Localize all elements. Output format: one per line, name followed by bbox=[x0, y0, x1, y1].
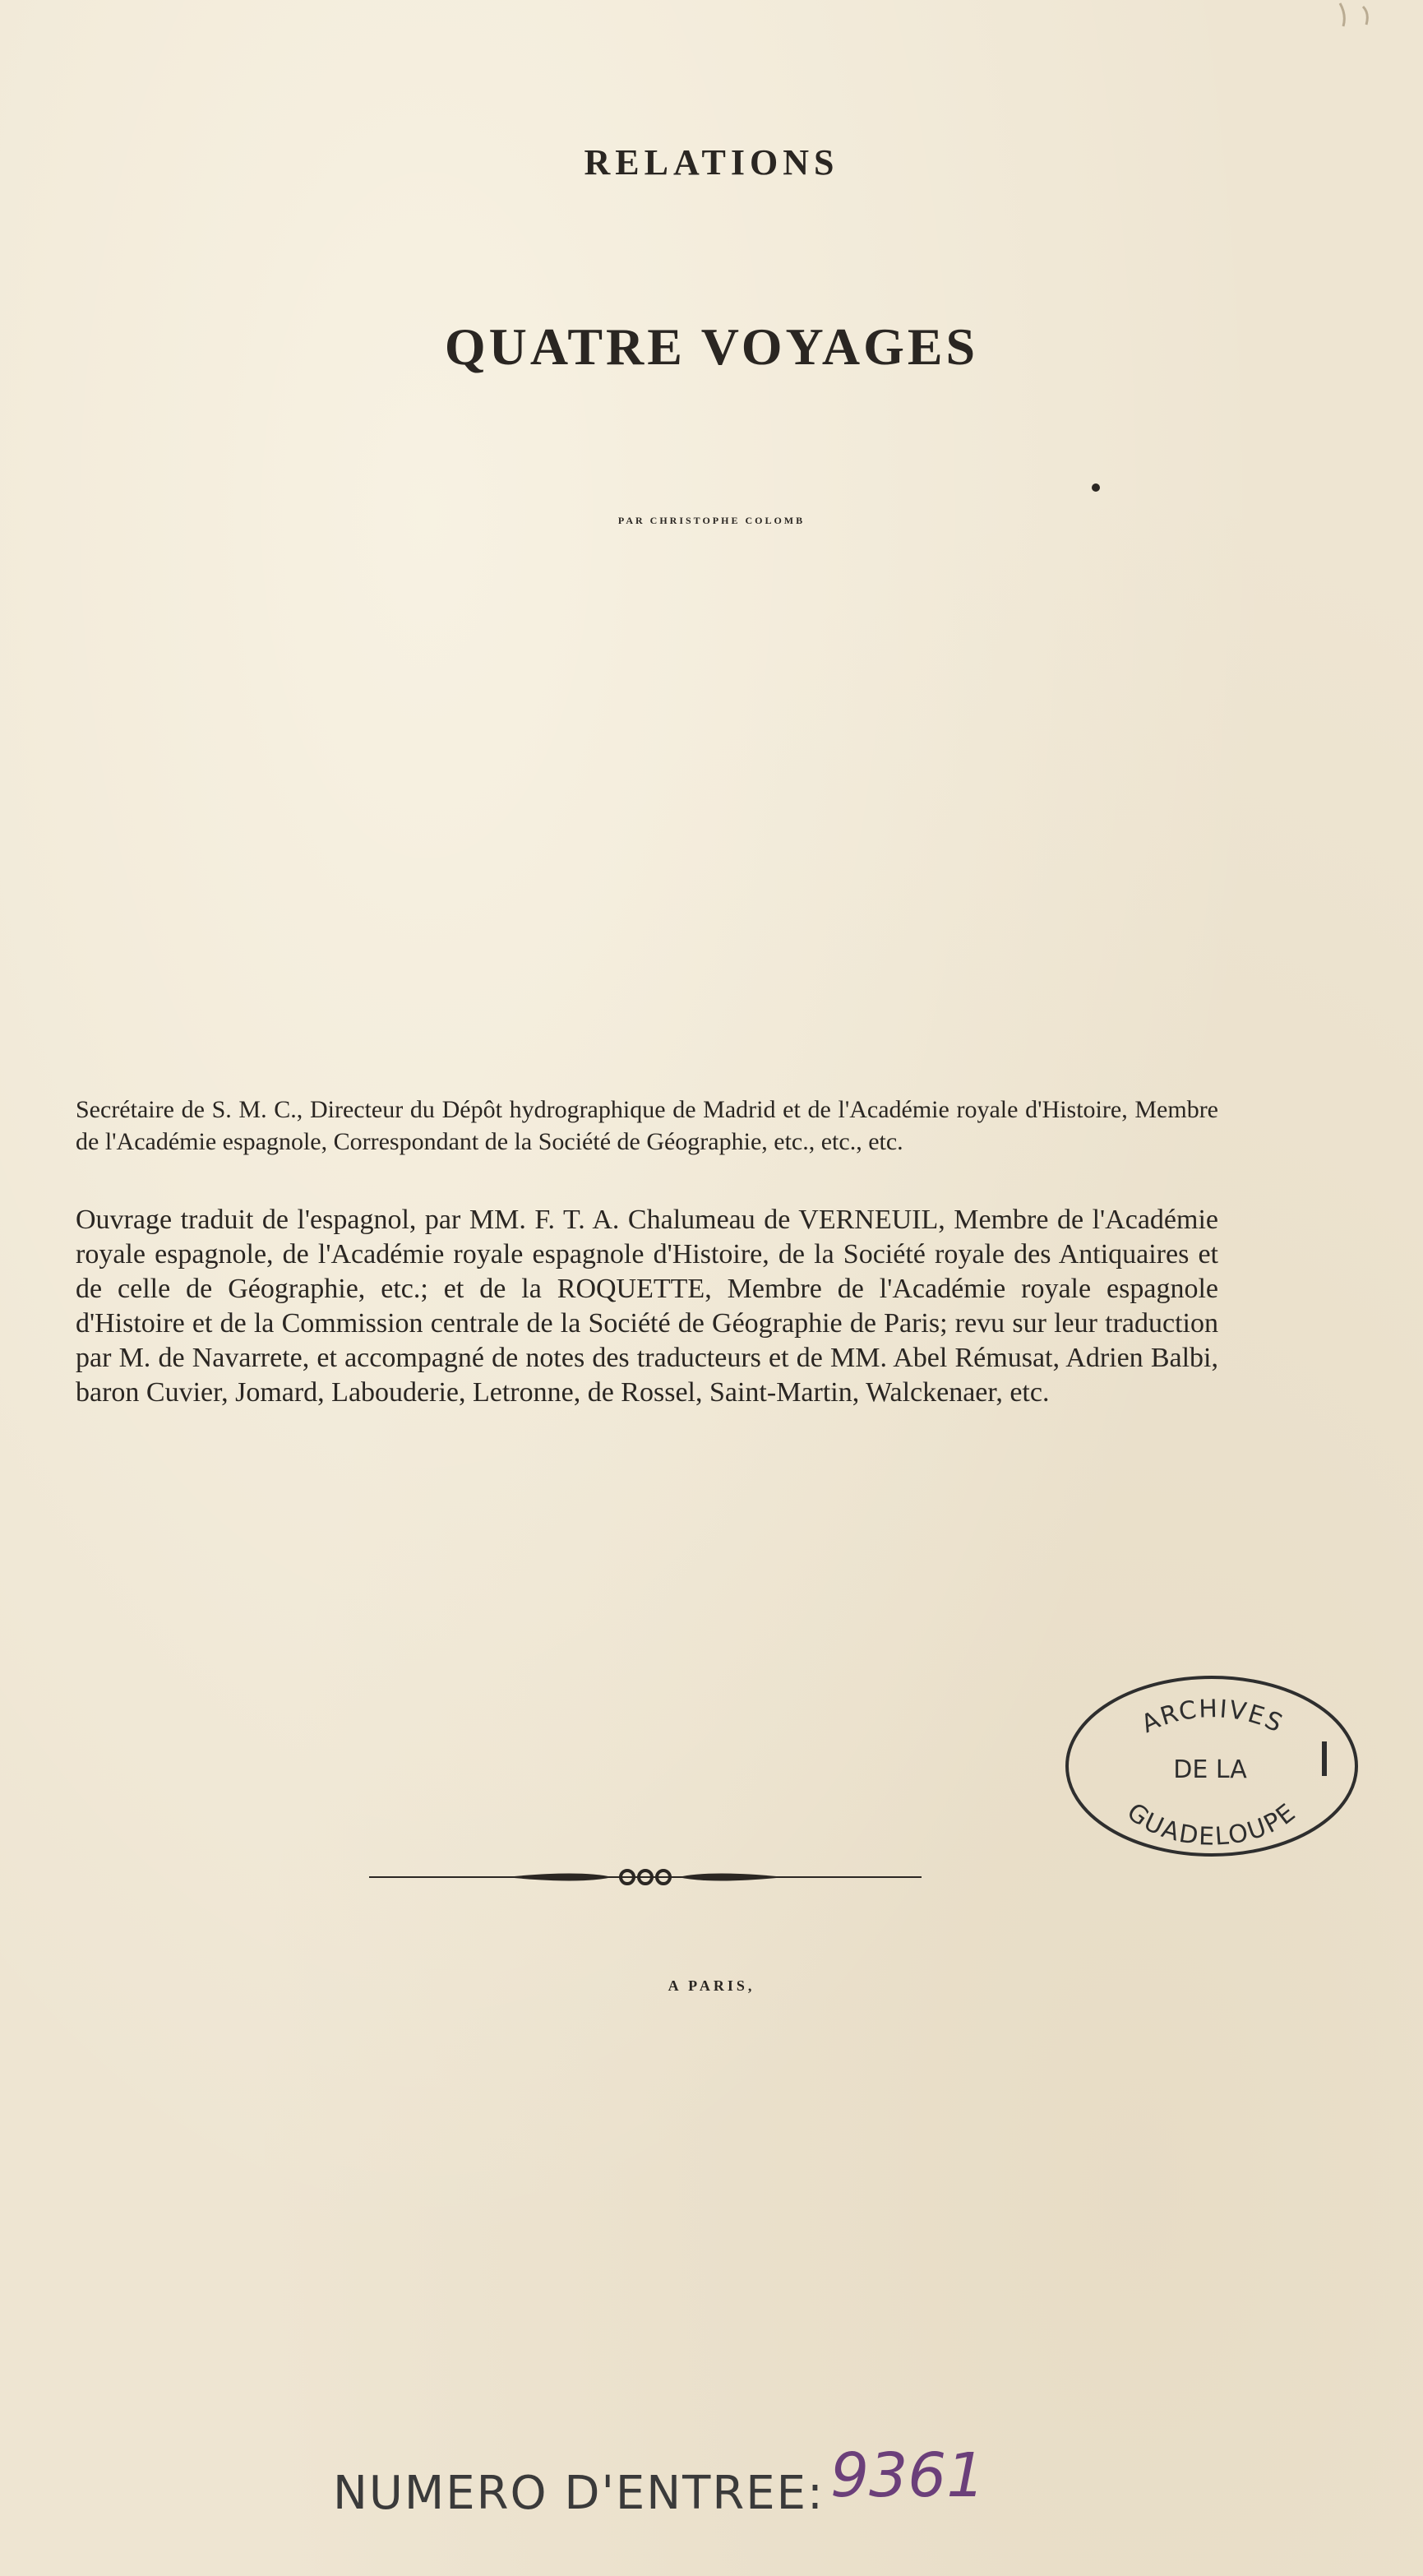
author-titles-paragraph: Secrétaire de S. M. C., Directeur du Dépôt hydrographique de Madrid et de l'Académie royale d'Histoire, Membre de l'Académie espagnole, Correspondant de la Société de Géographie, etc., etc., etc. bbox=[76, 1096, 1218, 1155]
title-quatre-voyages: QUATRE VOYAGES bbox=[444, 317, 979, 376]
title-par-colomb: PAR CHRISTOPHE COLOMB bbox=[617, 515, 806, 526]
ink-dot bbox=[1092, 483, 1100, 492]
entry-number-value: 9361 bbox=[830, 2440, 986, 2511]
stamp-line-1: ARCHIVES bbox=[1137, 1695, 1288, 1740]
stamp-line-3: GUADELOUPE bbox=[1121, 1797, 1302, 1852]
imprint-city: A PARIS, bbox=[668, 1977, 755, 1994]
ornamental-rule bbox=[366, 1865, 925, 1889]
entry-number-label: NUMERO D'ENTREE: bbox=[333, 2467, 825, 2520]
translators-paragraph: Ouvrage traduit de l'espagnol, par MM. F. T. A. Chalumeau de VERNEUIL, Membre de l'Académie royale espagnole, de l'Académie royale espagnole d'Histoire, de la Société royale des Antiquaires et de celle de Géographie, etc.; et de la ROQUETTE, Membre de l'Académie royale espagnole d'Histoire et de la Commission centrale de la Société de Géographie de Paris; revu sur leur traduction par M. de Navarrete, et accompagné de notes des traducteurs et de MM. Abel Rémusat, Adrien Balbi, baron Cuvier, Jomard, Labouderie, Letronne, de Rossel, Saint-Martin, Walckenaer, etc. bbox=[76, 1205, 1218, 1408]
svg-text:GUADELOUPE bbox=[1121, 1797, 1302, 1851]
corner-mark bbox=[1315, 0, 1414, 33]
svg-text:ARCHIVES bbox=[1137, 1695, 1288, 1739]
title-relations: RELATIONS bbox=[584, 142, 839, 183]
stamp-line-2: DE LA bbox=[1173, 1755, 1247, 1784]
archives-stamp bbox=[1060, 1671, 1363, 1861]
